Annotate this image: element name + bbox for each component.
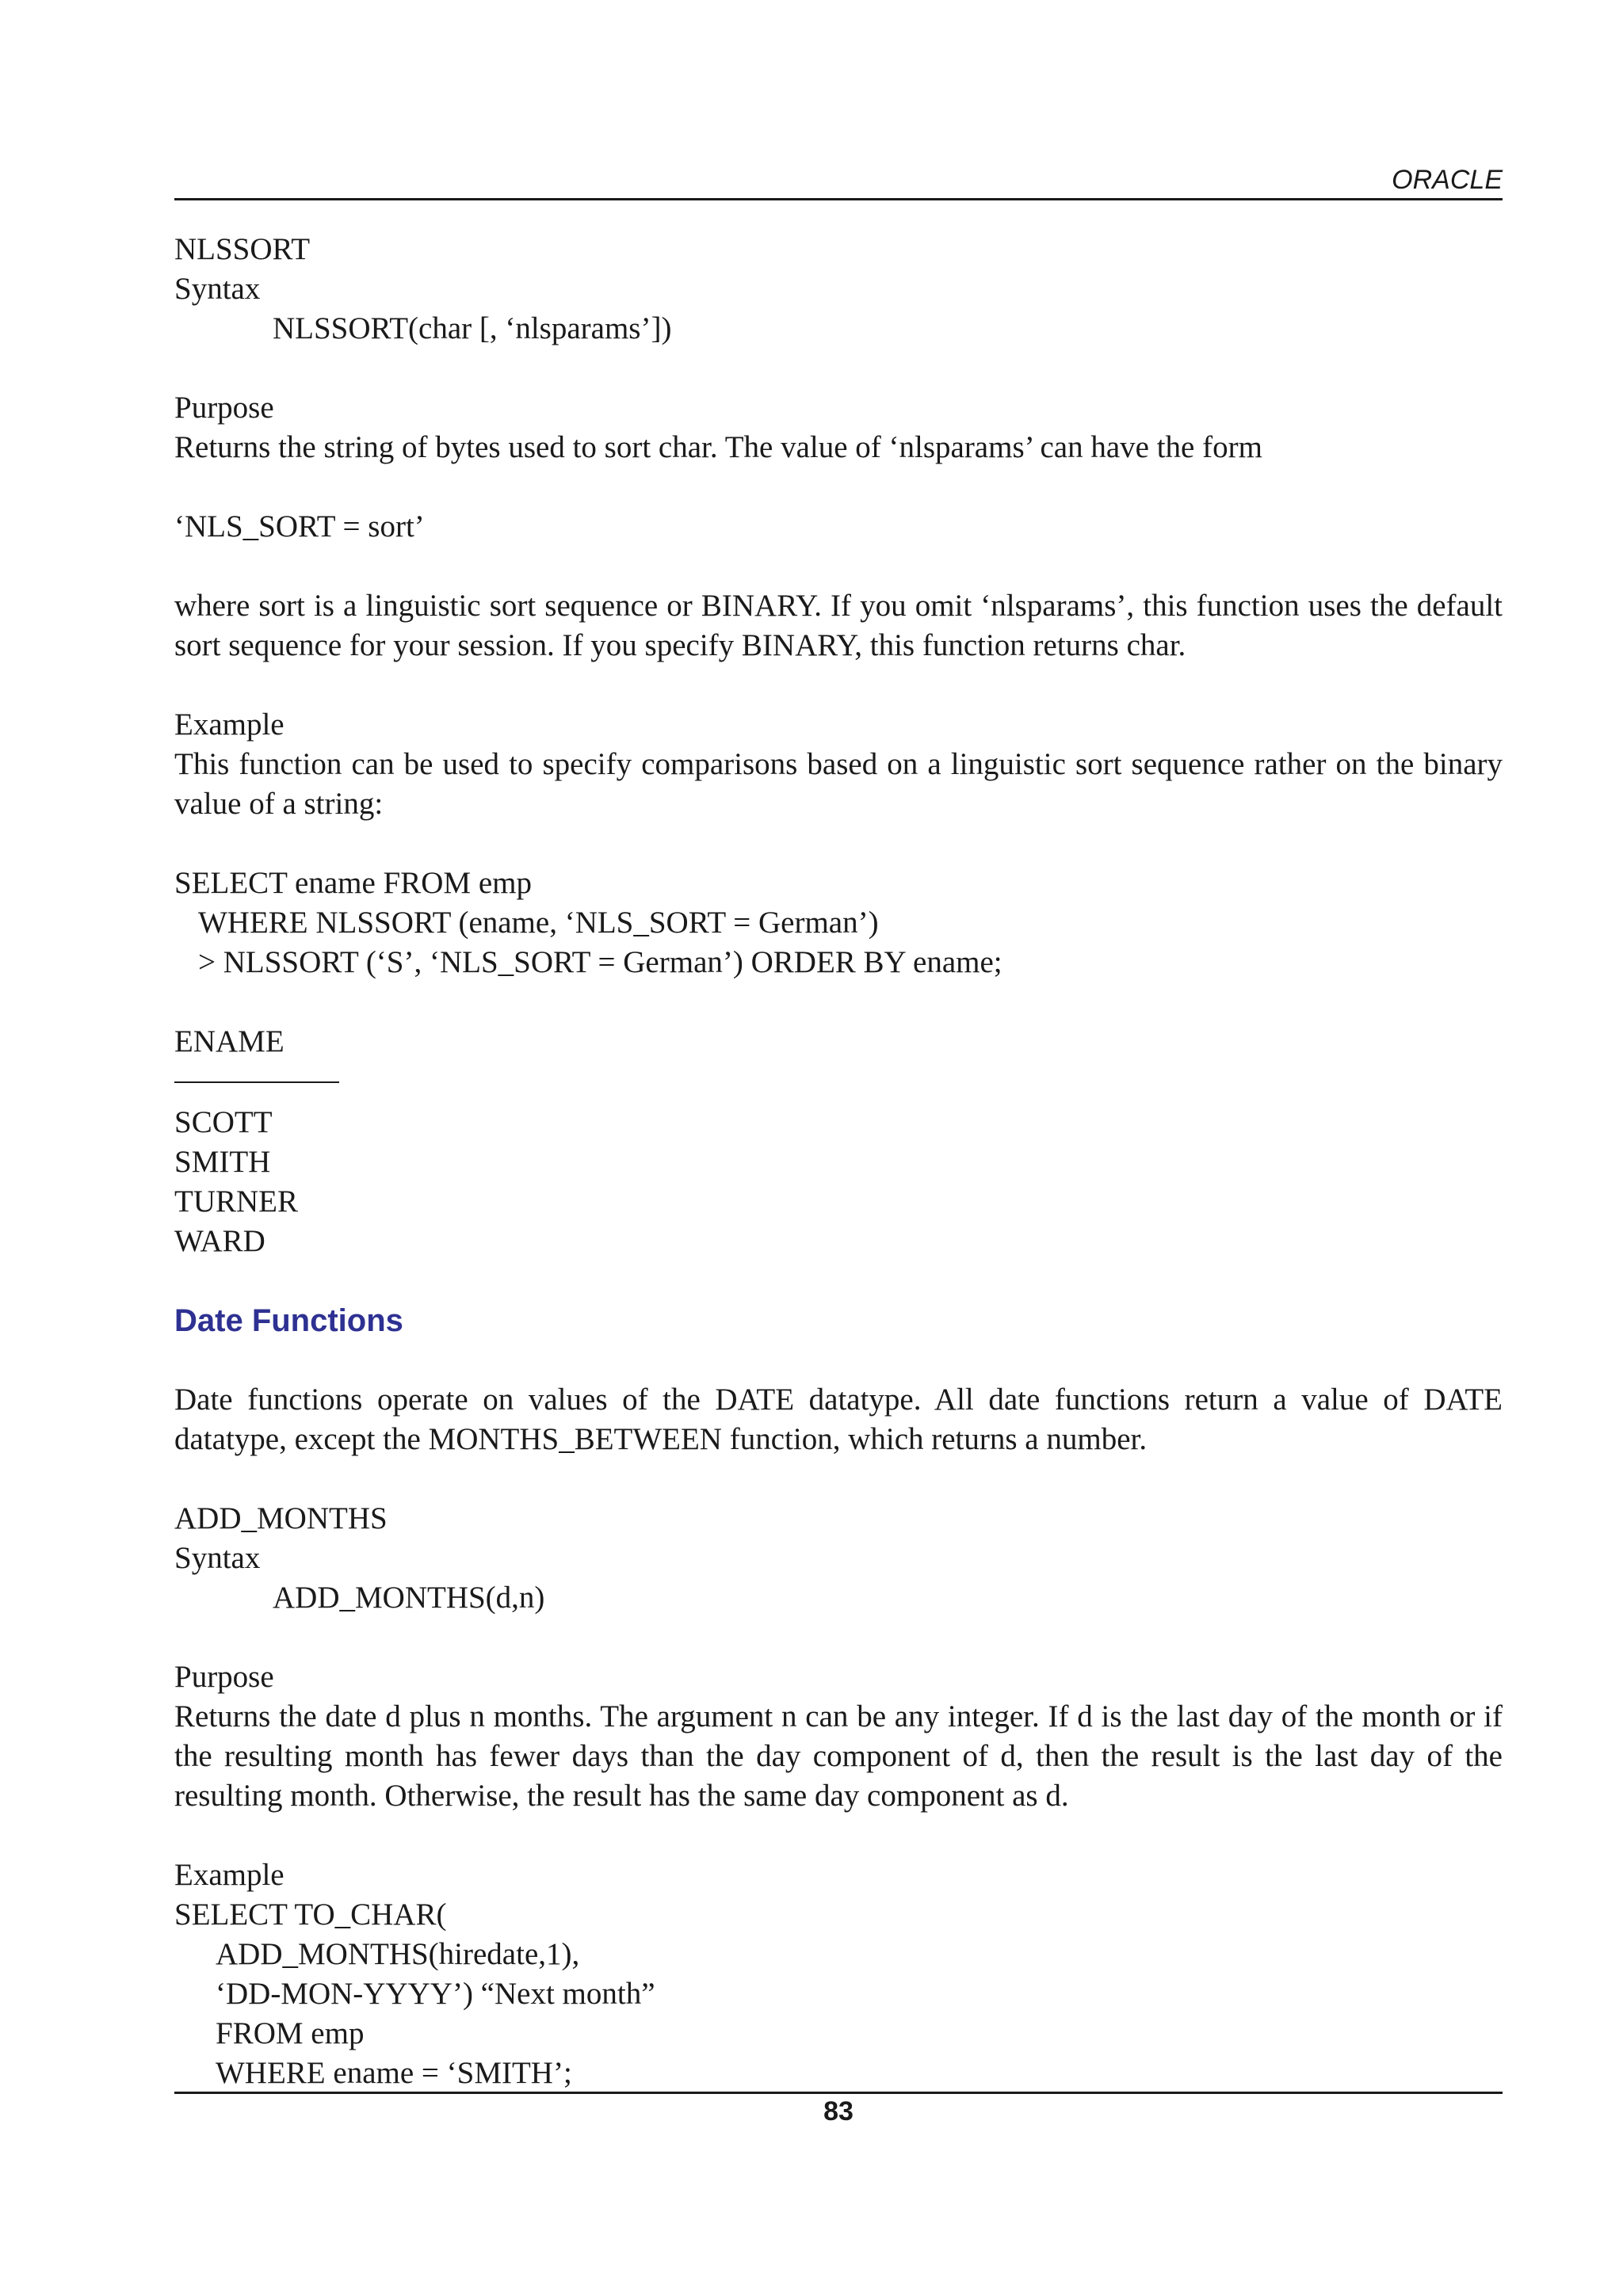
result-header-underline <box>174 1062 339 1083</box>
syntax-add-months: ADD_MONTHS(d,n) <box>273 1581 545 1615</box>
sql-line: WHERE NLSSORT (ename, ‘NLS_SORT = German’) <box>198 906 879 940</box>
purpose-text-nlssort: Returns the string of bytes used to sort char. The value of ‘nlsparams’ can have the form <box>174 430 1262 464</box>
example-label: Example <box>174 707 285 742</box>
document-page <box>174 0 1503 2296</box>
purpose-text-add-months: Returns the date d plus n months. The argument n can be any integer. If d is the last day of the month or if the resulting month has fewer days than the day component of d, then the result is the last day of the resulting month. Otherwise, the result has the same day component as d. <box>174 1699 1503 1813</box>
explanation-paragraph: where sort is a linguistic sort sequence or BINARY. If you omit ‘nlsparams’, this function uses the default sort sequence for your session. If you specify BINARY, this function returns char. <box>174 589 1503 662</box>
result-row: WARD <box>174 1224 265 1258</box>
section-heading-date-functions: Date Functions <box>174 1303 403 1338</box>
sql-line: SELECT ename FROM emp <box>174 866 532 900</box>
sql-line: ADD_MONTHS(hiredate,1), <box>216 1937 580 1971</box>
result-column-header: ENAME <box>174 1024 285 1058</box>
page-number: 83 <box>823 2096 854 2126</box>
running-header: ORACLE <box>1392 165 1503 195</box>
footer-rule <box>174 2092 1503 2094</box>
header-rule <box>174 198 1503 200</box>
sql-line: ‘DD-MON-YYYY’) “Next month” <box>216 1977 655 2011</box>
sql-line: SELECT TO_CHAR( <box>174 1897 447 1932</box>
syntax-label: Syntax <box>174 1541 261 1575</box>
sql-line: WHERE ename = ‘SMITH’; <box>216 2056 572 2090</box>
result-row: SMITH <box>174 1145 271 1179</box>
nlsparams-form: ‘NLS_SORT = sort’ <box>174 509 425 543</box>
sql-line: FROM emp <box>216 2016 365 2050</box>
example-text-nlssort: This function can be used to specify comparisons based on a linguistic sort sequence rather on the binary value of a string: <box>174 747 1503 821</box>
purpose-label: Purpose <box>174 391 274 425</box>
function-name-nlssort: NLSSORT <box>174 232 311 266</box>
syntax-nlssort: NLSSORT(char [, ‘nlsparams’]) <box>273 311 672 345</box>
date-functions-intro: Date functions operate on values of the DATE datatype. All date functions return a value of DATE datatype, except the MONTHS_BETWEEN function, which returns a number. <box>174 1383 1503 1456</box>
page-body <box>174 230 1503 2093</box>
syntax-label: Syntax <box>174 272 261 306</box>
result-row: TURNER <box>174 1184 298 1219</box>
sql-line: > NLSSORT (‘S’, ‘NLS_SORT = German’) ORDER BY ename; <box>198 945 1002 979</box>
example-label: Example <box>174 1858 285 1892</box>
function-name-add-months: ADD_MONTHS <box>174 1501 388 1535</box>
purpose-label: Purpose <box>174 1660 274 1694</box>
result-row: SCOTT <box>174 1105 273 1139</box>
